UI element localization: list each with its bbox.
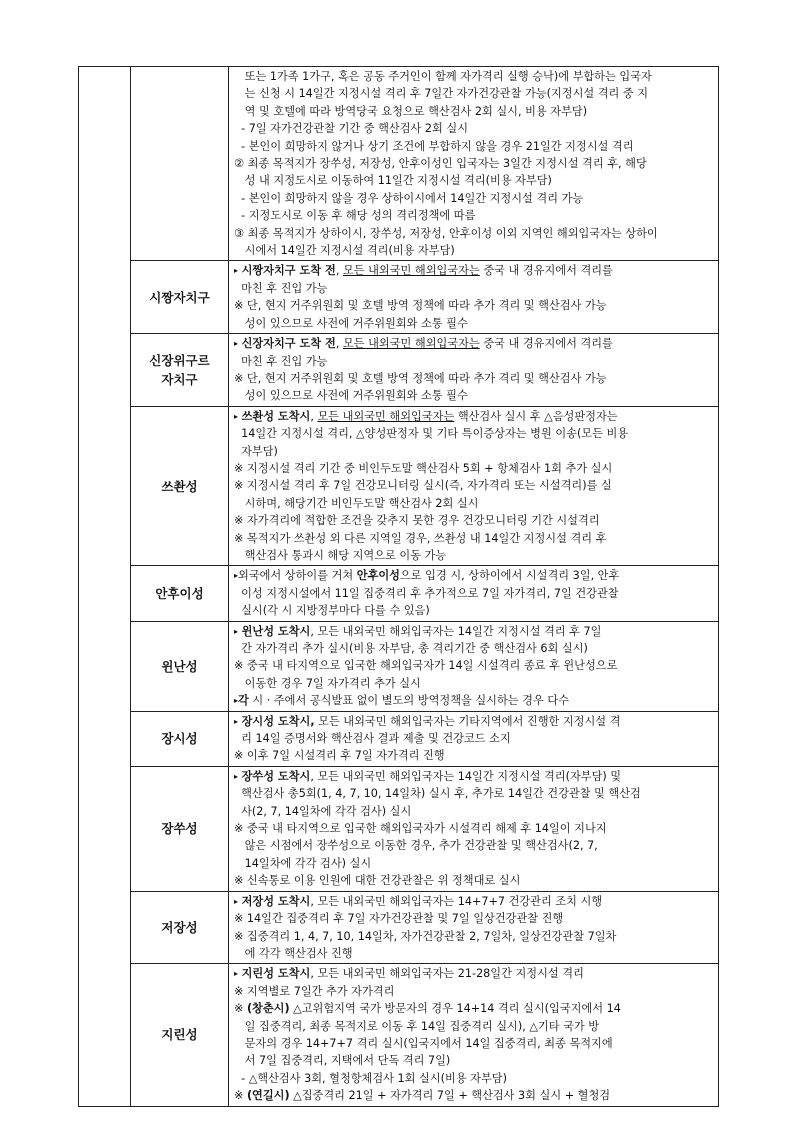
policy-note-line: ※ (창춘시) △고위험지역 국가 방문자의 경우 14+14 격리 실시(입국지에서 14 (234, 1002, 621, 1016)
region-cell (131, 621, 229, 711)
policy-line: 또는 1가족 1가구, 혹은 공동 주거인이 함께 자가격리 실행 승낙)에 부합하는 입국자 (234, 70, 652, 83)
region-cell (131, 964, 229, 1106)
policy-line: ③ 최종 목적지가 상하이시, 장쑤성, 저장성, 안후이성 이외 지역인 해외입국자는 상하이 (234, 226, 658, 240)
region-cell (131, 891, 229, 964)
left-column-cell (79, 67, 131, 1107)
policy-line: 성이 있으므로 사전에 거주위원회와 소통 필수 (234, 389, 468, 403)
policy-line: 간 자가격리 추가 실시(비용 자부담, 총 격리기간 중 핵산검사 6회 실시) (234, 642, 588, 655)
policy-lead-line: ▸ 저장성 도착시, 모든 내외국민 해외입국자는 14+7+7 건강관리 조치 시행 (234, 894, 603, 908)
policy-lead-line: ▸ 시짱자치구 도착 전, 모든 내외국민 해외입국자는 중국 내 경유지에서 격리를 (234, 264, 613, 278)
region-name: 안후이성 (155, 585, 204, 601)
policy-line: - 본인이 희망하지 않거나 상기 조건에 부합하지 않을 경우 21일간 지정시설 격리 (234, 139, 634, 153)
policy-cell (229, 406, 719, 566)
arrow-bullet-icon: ▸ (234, 896, 239, 906)
policy-line: 핵산검사 총5회(1, 4, 7, 10, 14일차) 실시 후, 추가로 14일간 건강관찰 및 핵산검 (234, 787, 641, 801)
region-name: 신장위구르 (149, 352, 210, 368)
policy-cell (229, 766, 719, 891)
table-row (79, 711, 719, 766)
policy-line: ② 최종 목적지가 장쑤성, 저장성, 안후이성인 입국자는 3일간 지정시설 격리 후, 해당 (234, 157, 647, 171)
policy-cell (229, 964, 719, 1106)
policy-line: 서 7일 집중격리, 지택에서 단독 격리 7일) (234, 1054, 451, 1068)
policy-line: 이동한 경우 7일 자가격리 추가 실시 (234, 676, 421, 690)
table-row (79, 67, 719, 261)
region-cell (131, 406, 229, 566)
policy-cell (229, 334, 719, 407)
policy-lead-line: ▸ 지린성 도착시, 모든 내외국민 해외입국자는 21-28일간 지정시설 격리 (234, 967, 584, 981)
policy-line: ※ 지정시설 격리 후 7일 건강모니터링 실시(즉, 자가격리 또는 시설격리)를 실 (234, 479, 612, 493)
policy-line: 시하며, 해당기간 비인두도말 핵산검사 2회 실시 (234, 496, 479, 510)
table-row (79, 964, 719, 1106)
table-row (79, 566, 719, 621)
policy-line: 리 14일 증명서와 핵산검사 결과 제출 및 건강코드 소지 (234, 732, 511, 746)
policy-line: 마친 후 진입 가능 (234, 354, 328, 368)
policy-line: 않은 시점에서 장쑤성으로 이동한 경우, 추가 건강관찰 및 핵산검사(2, 7, (234, 839, 598, 853)
policy-line: 자부담) (234, 444, 278, 458)
policy-line: ※ 14일간 집중격리 후 7일 자가건강관찰 및 7일 일상건강관찰 진행 (234, 912, 564, 926)
region-cell (131, 261, 229, 334)
policy-line: ※ 집중격리 1, 4, 7, 10, 14일차, 자가건강관찰 2, 7일차, 일상건강관찰 7일차 (234, 929, 617, 943)
region-name: 장시성 (161, 731, 198, 747)
table-row (79, 891, 719, 964)
policy-line: ※ 목적지가 쓰촨성 외 다른 지역일 경우, 쓰촨성 내 14일간 지정시설 격리 후 (234, 531, 607, 545)
policy-cell (229, 261, 719, 334)
policy-line: 이성 지정시설에서 11일 집중격리 후 추가적으로 7일 자가격리, 7일 건강관찰 (234, 586, 619, 600)
region-name: 쓰촨성 (161, 478, 198, 494)
policy-line: ※ 중국 내 타지역으로 입국한 해외입국자가 14일 시설격리 종료 후 윈난성으로 (234, 659, 618, 673)
region-name: 시짱자치구 (149, 289, 210, 305)
arrow-bullet-icon: ▸ (234, 626, 239, 636)
region-cell (131, 711, 229, 766)
policy-cell (229, 891, 719, 964)
policy-line: - 지정도시로 이동 후 해당 성의 격리정책에 따름 (234, 209, 476, 223)
policy-lead-line: ▸ 장쑤성 도착시, 모든 내외국민 해외입국자는 14일간 지정시설 격리(자부담) 및 (234, 769, 622, 783)
region-cell (131, 334, 229, 407)
policy-extra-line: ▸각 시 · 주에서 공식발표 없이 별도의 방역정책을 실시하는 경우 다수 (234, 694, 569, 708)
arrow-bullet-icon: ▸ (234, 571, 239, 581)
policy-lead-line: ▸ 신장자치구 도착 전, 모든 내외국민 해외입국자는 중국 내 경유지에서 격리를 (234, 337, 613, 351)
table-row (79, 621, 719, 711)
policy-cell (229, 67, 719, 261)
region-cell (131, 566, 229, 621)
policy-line: 시에서 14일간 지정시설 격리(비용 자부담) (234, 244, 455, 258)
policy-cell (229, 566, 719, 621)
policy-line: 는 신청 시 14일간 지정시설 격리 후 7일간 자가건강관찰 가능(지정시설 격리 중 지 (234, 87, 649, 101)
table-row (79, 406, 719, 566)
quarantine-policy-table (78, 66, 719, 1107)
region-cell (131, 67, 229, 261)
policy-line: ※ 단, 현지 거주위원회 및 호텔 방역 정책에 따라 추가 격리 및 핵산검사 가능 (234, 299, 607, 313)
region-name: 윈난성 (161, 658, 198, 674)
table-row (79, 766, 719, 891)
policy-line: - 7일 자가건강관찰 기간 중 핵산검사 2회 실시 (234, 122, 469, 136)
policy-line: 성 내 지정도시로 이동하여 11일간 지정시설 격리(비용 자부담) (234, 174, 552, 188)
policy-line: 사(2, 7, 14일차에 각각 검사) 실시 (234, 804, 412, 818)
policy-line: ※ 단, 현지 거주위원회 및 호텔 방역 정책에 따라 추가 격리 및 핵산검사 가능 (234, 371, 607, 385)
policy-line: 14일간 지정시설 격리, △양성판정자 및 기타 특이증상자는 병원 이송(모든 비용 (234, 427, 629, 441)
policy-line: - 본인이 희망하지 않을 경우 상하이시에서 14일간 지정시설 격리 가능 (234, 191, 584, 205)
policy-line: 실시(각 시 지방정부마다 다를 수 있음) (234, 604, 430, 618)
policy-lead-line: ▸ 장시성 도착시, 모든 내외국민 해외입국자는 기타지역에서 진행한 지정시설 격 (234, 714, 621, 728)
policy-line: - △핵산검사 3회, 혈청항체검사 1회 실시(비용 자부담) (234, 1071, 507, 1085)
policy-line: ※ 지정시설 격리 기간 중 비인두도말 핵산검사 5회 + 항체검사 1회 추가 실시 (234, 461, 613, 475)
policy-line: ※ 이후 7일 시설격리 후 7일 자가격리 진행 (234, 749, 445, 763)
policy-line: 문자의 경우 14+7+7 격리 실시(입국지에서 14일 집중격리, 최종 목적지에 (234, 1036, 613, 1050)
region-name: 장쑤성 (161, 821, 198, 837)
policy-cell (229, 711, 719, 766)
region-name: 자치구 (161, 371, 198, 387)
policy-lead-line: ▸외국에서 상하이를 거쳐 안후이성으로 입경 시, 상하이에서 시설격리 3일, 안후 (234, 569, 620, 583)
policy-lead-line: ▸ 윈난성 도착시, 모든 내외국민 해외입국자는 14일간 지정시설 격리 후 7일 (234, 624, 602, 638)
policy-line: 일 집중격리, 최종 목적지로 이동 후 14일 집중격리 실시), △기타 국가 방 (234, 1019, 600, 1033)
policy-line: 마친 후 진입 가능 (234, 281, 328, 295)
policy-cell (229, 621, 719, 711)
arrow-bullet-icon: ▸ (234, 716, 239, 726)
policy-line: ※ 신속통로 이용 인원에 대한 건강관찰은 위 정책대로 실시 (234, 874, 521, 888)
policy-note-line: ※ (연길시) △집중격리 21일 + 자가격리 7일 + 핵산검사 3회 실시 + 혈청검 (234, 1089, 611, 1103)
arrow-bullet-icon: ▸ (234, 771, 239, 781)
policy-line: ※ 중국 내 타지역으로 입국한 해외입국자가 시설격리 해제 후 14일이 지나지 (234, 822, 607, 836)
policy-line: ※ 지역별로 7일간 추가 자가격리 (234, 984, 395, 998)
table-row (79, 334, 719, 407)
region-name: 저장성 (161, 920, 198, 935)
arrow-bullet-icon: ▸ (234, 266, 239, 276)
policy-line: 14일차에 각각 검사) 실시 (234, 856, 372, 870)
arrow-bullet-icon: ▸ (234, 411, 239, 421)
arrow-bullet-icon: ▸ (234, 696, 239, 706)
arrow-bullet-icon: ▸ (234, 339, 239, 349)
policy-line: 핵산검사 통과시 해당 지역으로 이동 가능 (234, 548, 447, 562)
policy-line: 성이 있으므로 사전에 거주위원회와 소통 필수 (234, 316, 468, 330)
table-row (79, 261, 719, 334)
policy-line: 역 및 호텔에 따라 방역당국 요청으로 핵산검사 2회 실시, 비용 자부담) (234, 104, 588, 118)
arrow-bullet-icon: ▸ (234, 969, 239, 979)
region-name: 지린성 (161, 1027, 198, 1043)
policy-line: 에 각각 핵산검사 진행 (234, 946, 353, 960)
policy-line: ※ 자가격리에 적합한 조건을 갖추지 못한 경우 건강모니터링 기간 시설격리 (234, 514, 600, 528)
region-cell (131, 766, 229, 891)
policy-lead-line: ▸ 쓰촨성 도착시, 모든 내외국민 해외입국자는 핵산검사 실시 후 △음성판정자는 (234, 409, 618, 423)
